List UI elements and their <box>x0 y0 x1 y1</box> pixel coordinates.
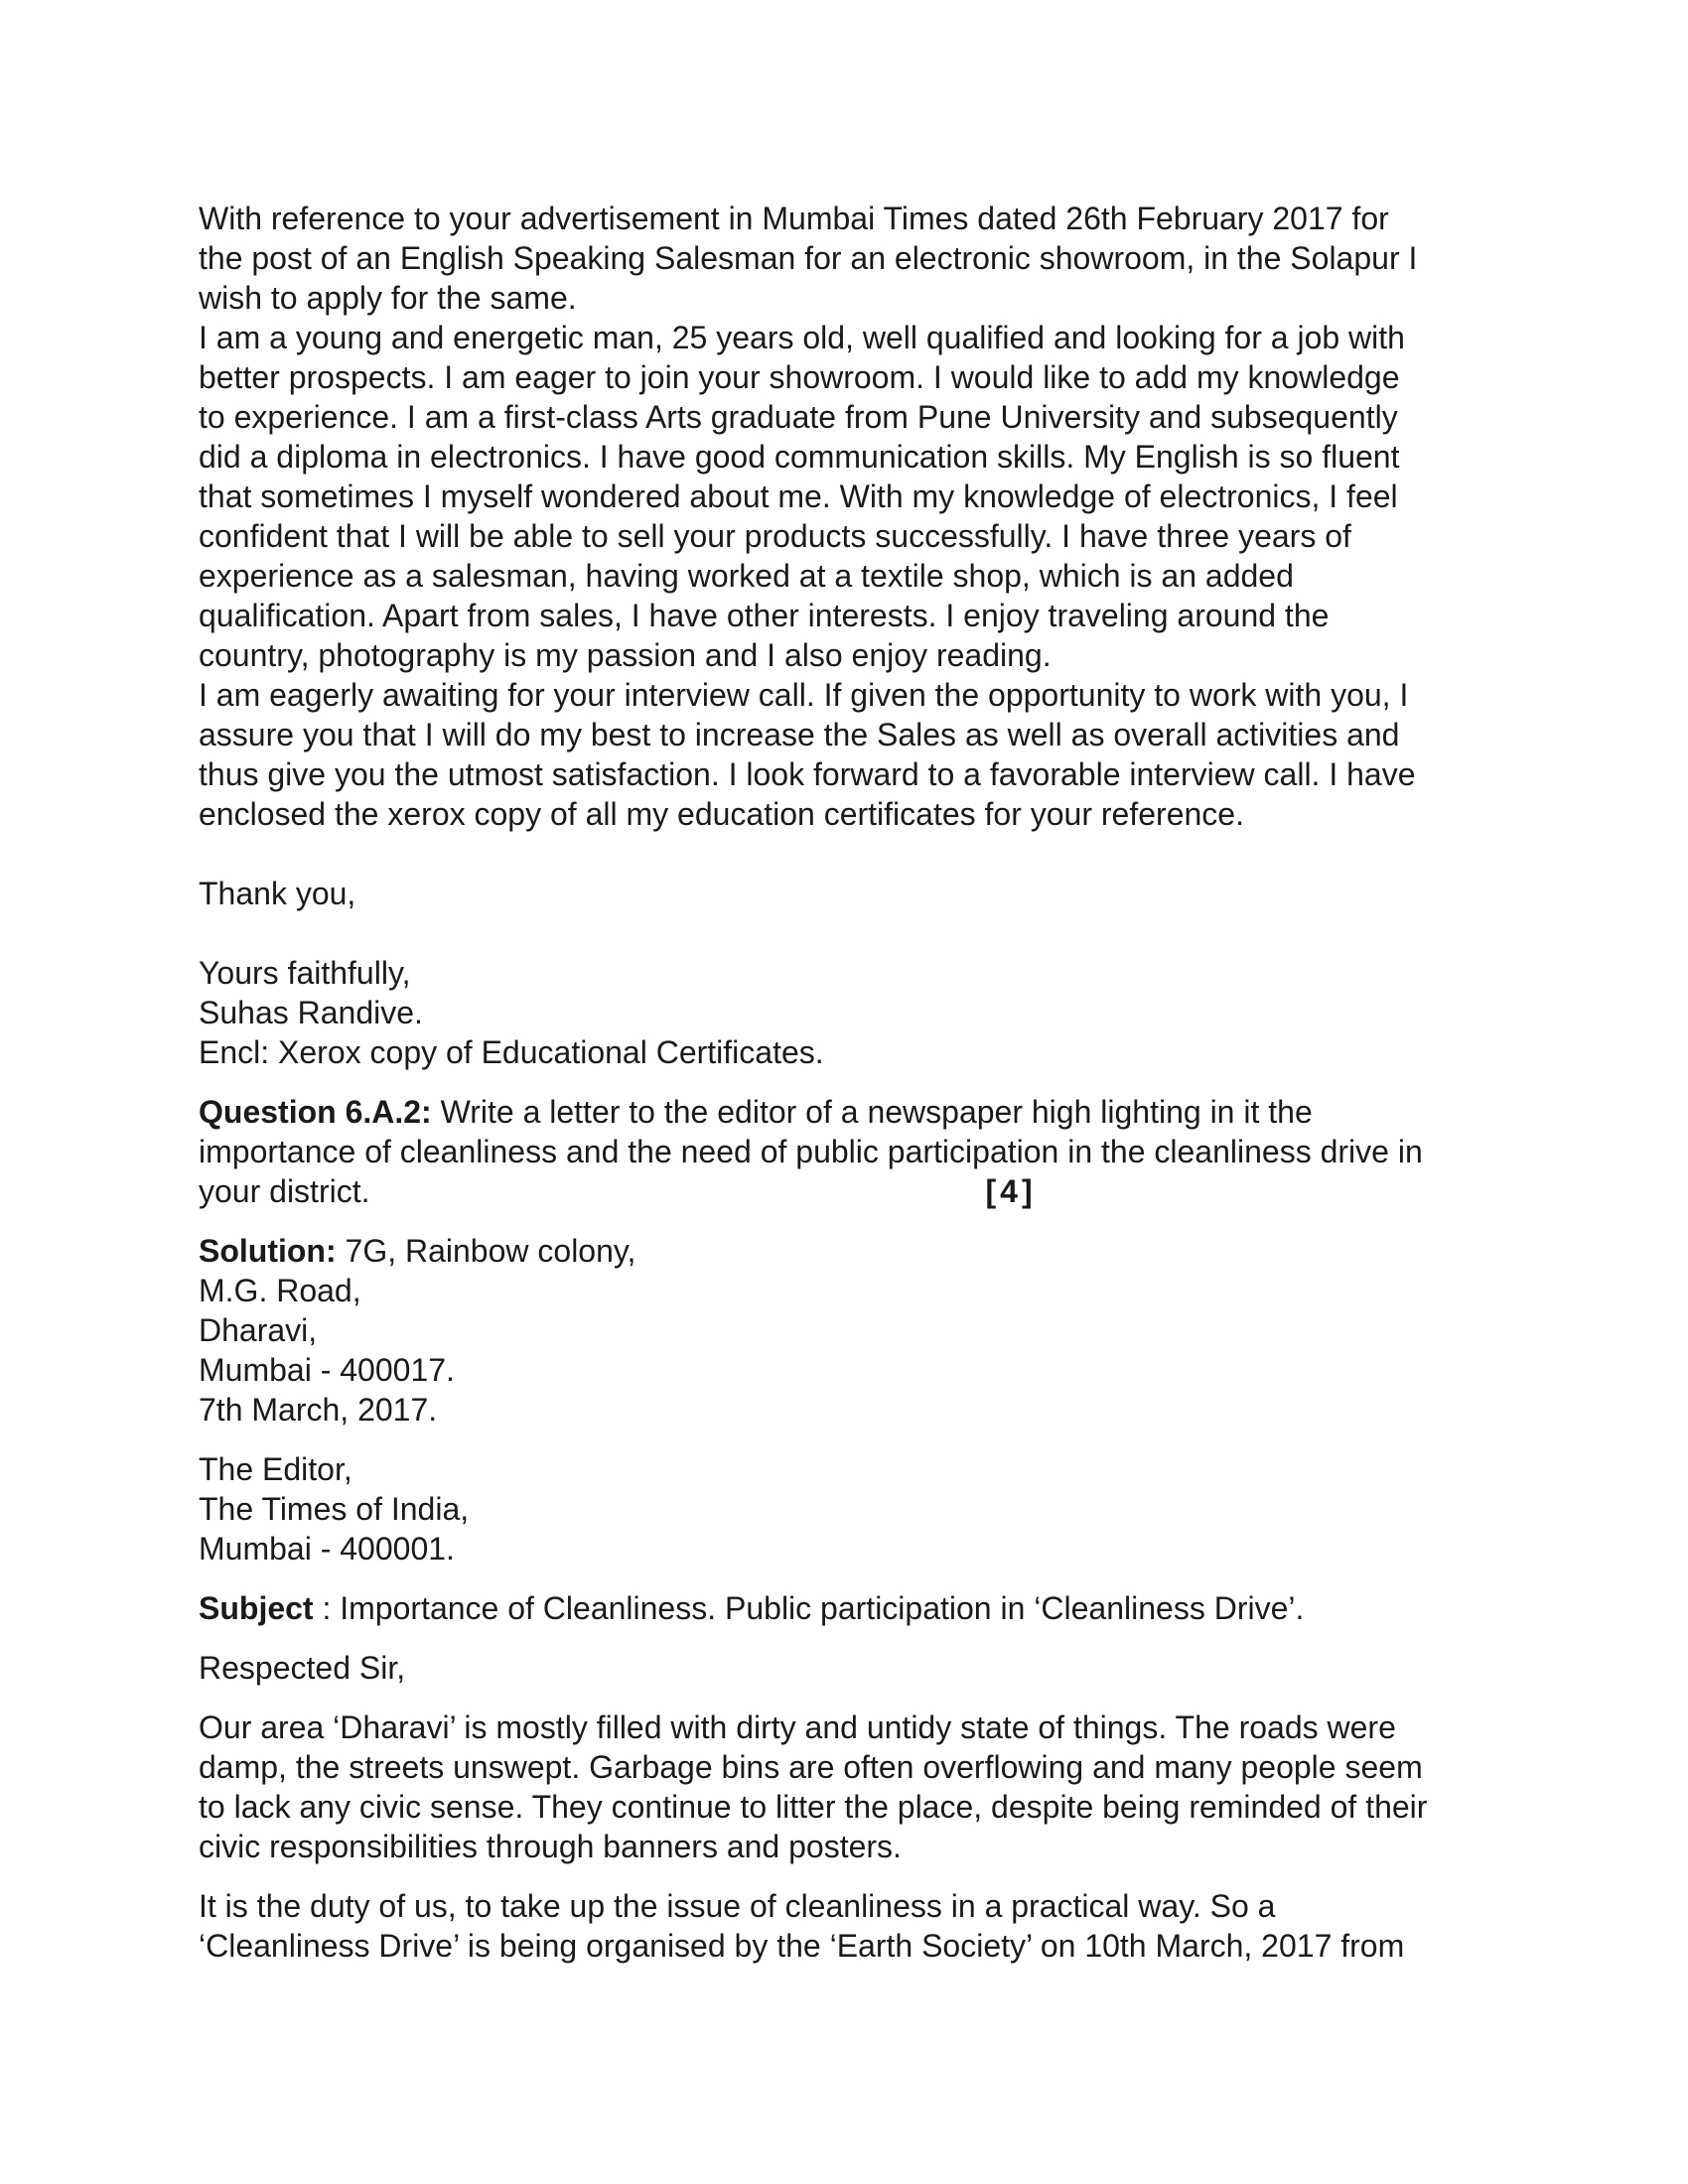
letter1-signature: Suhas Randive. <box>199 995 423 1030</box>
text-line: to experience. I am a first-class Arts graduate from Pune University and subsequently <box>199 399 1398 435</box>
recipient-address-line: The Times of India, <box>199 1491 470 1527</box>
question-text-line: your district. <box>199 1173 370 1209</box>
text-line: did a diploma in electronics. I have good communication skills. My English is so fluent <box>199 439 1400 475</box>
letter2-paragraph-1 <box>199 1707 1489 1866</box>
sender-address-line: Mumbai - 400017. <box>199 1352 455 1388</box>
text-line: damp, the streets unswept. Garbage bins are often overflowing and many people seem <box>199 1749 1423 1785</box>
recipient-address-line: Mumbai - 400001. <box>199 1531 455 1567</box>
letter1-thanks: Thank you, <box>199 876 356 911</box>
text-line: qualification. Apart from sales, I have other interests. I enjoy traveling around the <box>199 598 1330 633</box>
text-line: I am eagerly awaiting for your interview call. If given the opportunity to work with you, I <box>199 677 1409 713</box>
question-text: Write a letter to the editor of a newspaper high lighting in it the <box>431 1094 1313 1130</box>
letter1-paragraph-2 <box>199 318 1489 675</box>
subject-text: : Importance of Cleanliness. Public participation in ‘Cleanliness Drive’. <box>313 1590 1305 1626</box>
text-line: confident that I will be able to sell your products successfully. I have three years of <box>199 518 1351 554</box>
text-line: enclosed the xerox copy of all my education certificates for your reference. <box>199 796 1244 832</box>
text-line: that sometimes I myself wondered about me. With my knowledge of electronics, I feel <box>199 478 1398 514</box>
text-line: ‘Cleanliness Drive’ is being organised by the ‘Earth Society’ on 10th March, 2017 from <box>199 1928 1405 1964</box>
text-line: better prospects. I am eager to join your showroom. I would like to add my knowledge <box>199 359 1400 395</box>
subject-line <box>199 1588 1489 1628</box>
question-text-line: importance of cleanliness and the need of public participation in the cleanliness drive in <box>199 1134 1423 1169</box>
letter1-paragraph-3 <box>199 675 1489 834</box>
document-page <box>199 199 1489 1966</box>
text-line: Our area ‘Dharavi’ is mostly filled with dirty and untidy state of things. The roads were <box>199 1709 1396 1745</box>
salutation: Respected Sir, <box>199 1650 406 1686</box>
recipient-address-line: The Editor, <box>199 1451 352 1487</box>
question-block <box>199 1092 1489 1211</box>
letter-date: 7th March, 2017. <box>199 1392 438 1428</box>
text-line: country, photography is my passion and I also enjoy reading. <box>199 637 1052 673</box>
letter2-paragraph-2 <box>199 1886 1489 1966</box>
text-line: civic responsibilities through banners and posters. <box>199 1829 902 1864</box>
recipient-address <box>199 1449 1489 1569</box>
text-line: thus give you the utmost satisfaction. I look forward to a favorable interview call. I have <box>199 756 1416 792</box>
text-line: I am a young and energetic man, 25 years old, well qualified and looking for a job with <box>199 320 1405 355</box>
question-marks: [4] <box>985 1173 1037 1209</box>
letter1-paragraph-1 <box>199 199 1489 318</box>
letter1-closing: Yours faithfully, <box>199 955 411 991</box>
subject-label: Subject <box>199 1590 314 1626</box>
text-line: assure you that I will do my best to increase the Sales as well as overall activities and <box>199 717 1400 752</box>
text-line: With reference to your advertisement in Mumbai Times dated 26th February 2017 for <box>199 201 1389 236</box>
sender-address-line: Dharavi, <box>199 1312 318 1348</box>
sender-address-line: M.G. Road, <box>199 1273 361 1308</box>
text-line: wish to apply for the same. <box>199 280 577 316</box>
sender-address <box>199 1231 1489 1430</box>
solution-label: Solution: <box>199 1233 337 1269</box>
text-line: the post of an English Speaking Salesman for an electronic showroom, in the Solapur I <box>199 240 1418 276</box>
question-label: Question 6.A.2: <box>199 1094 432 1130</box>
text-line: to lack any civic sense. They continue to litter the place, despite being reminded of their <box>199 1789 1428 1825</box>
sender-address-line: 7G, Rainbow colony, <box>336 1233 636 1269</box>
letter1-enclosure: Encl: Xerox copy of Educational Certificates. <box>199 1034 824 1070</box>
text-line: experience as a salesman, having worked at a textile shop, which is an added <box>199 558 1294 594</box>
text-line: It is the duty of us, to take up the issue of cleanliness in a practical way. So a <box>199 1888 1276 1924</box>
